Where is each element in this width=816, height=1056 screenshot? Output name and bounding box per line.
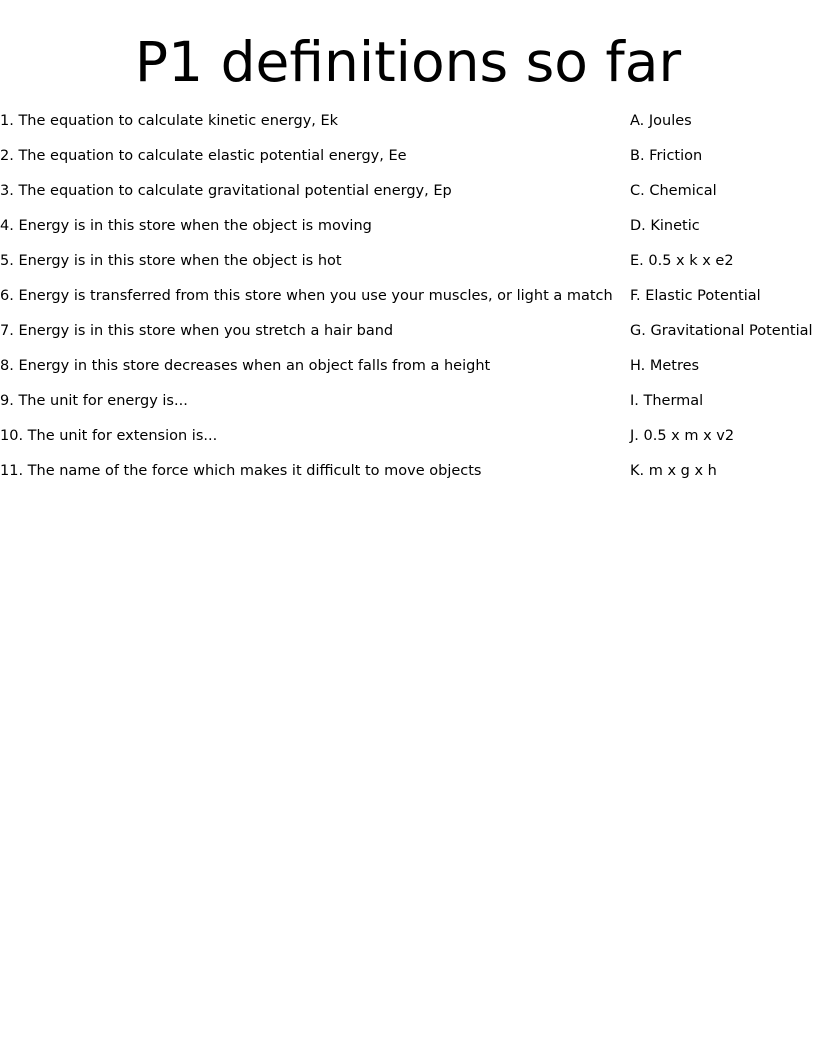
question-text: 9. The unit for energy is... xyxy=(0,393,188,409)
list-item xyxy=(0,419,816,454)
question-text: 4. Energy is in this store when the object is moving xyxy=(0,218,372,234)
question-text: 2. The equation to calculate elastic potential energy, Ee xyxy=(0,148,407,164)
answer-option: G. Gravitational Potential xyxy=(630,323,813,339)
question-text: 10. The unit for extension is... xyxy=(0,428,218,444)
question-text: 1. The equation to calculate kinetic energy, Ek xyxy=(0,113,339,129)
list-item xyxy=(0,209,816,244)
question-text: 5. Energy is in this store when the object is hot xyxy=(0,253,342,269)
list-item xyxy=(0,104,816,139)
answer-option: D. Kinetic xyxy=(630,218,700,234)
question-text: 11. The name of the force which makes it difficult to move objects xyxy=(0,463,482,479)
matching-list xyxy=(0,104,816,489)
answer-option: A. Joules xyxy=(630,113,692,129)
answer-option: I. Thermal xyxy=(630,393,704,409)
answer-option: F. Elastic Potential xyxy=(630,288,761,304)
question-text: 3. The equation to calculate gravitational potential energy, Ep xyxy=(0,183,452,199)
answer-option: K. m x g x h xyxy=(630,463,717,479)
question-text: 6. Energy is transferred from this store when you use your muscles, or light a match xyxy=(0,288,613,304)
list-item xyxy=(0,279,816,314)
list-item xyxy=(0,314,816,349)
page-title: P1 definitions so far xyxy=(134,30,682,94)
answer-option: H. Metres xyxy=(630,358,700,374)
answer-option: E. 0.5 x k x e2 xyxy=(630,253,734,269)
list-item xyxy=(0,454,816,489)
list-item xyxy=(0,349,816,384)
question-text: 8. Energy in this store decreases when an object falls from a height xyxy=(0,358,491,374)
answer-option: C. Chemical xyxy=(630,183,717,199)
answer-option: J. 0.5 x m x v2 xyxy=(630,428,735,444)
answer-option: B. Friction xyxy=(630,148,703,164)
question-text: 7. Energy is in this store when you stretch a hair band xyxy=(0,323,394,339)
list-item xyxy=(0,139,816,174)
list-item xyxy=(0,174,816,209)
list-item xyxy=(0,244,816,279)
list-item xyxy=(0,384,816,419)
